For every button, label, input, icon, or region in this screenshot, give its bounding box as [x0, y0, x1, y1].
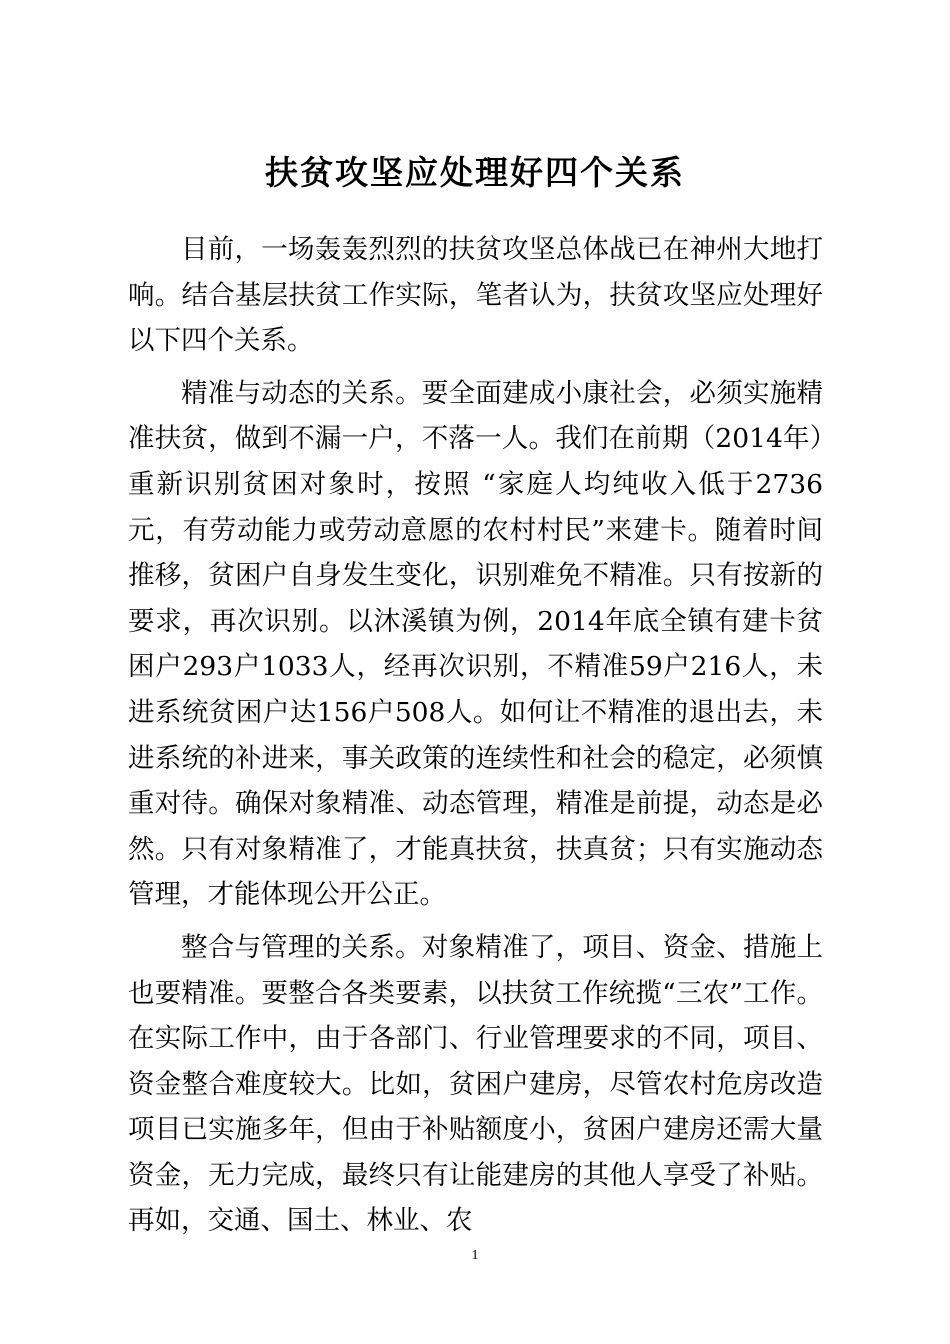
paragraph-intro: 目前，一场轰轰烈烈的扶贫攻坚总体战已在神州大地打响。结合基层扶贫工作实际，笔者认为，扶贫攻坚应处理好以下四个关系。: [128, 234, 823, 357]
document-body: [128, 227, 823, 1251]
paragraph-precision-dynamic: 精准与动态的关系。要全面建成小康社会，必须实施精准扶贫，做到不漏一户，不落一人。我们在前期（2014年）重新识别贫困对象时，按照 “家庭人均纯收入低于2736元，有劳动能力或劳动意愿的农村村民”来建卡。随着时间推移，贫困户自身发生变化，识别难免不精准。只有按新的要求，再次识别。以沐溪镇为例，2014年底全镇有建卡贫困户293户1033人，经再次识别，不精准59户216人，未进系统贫困户达156户508人。如何让不精准的退出去，未进系统的补进来，事关政策的连续性和社会的稳定，必须慎重对待。确保对象精准、动态管理，精准是前提，动态是必然。只有对象精准了，才能真扶贫，扶真贫；只有实施动态管理，才能体现公开公正。: [128, 377, 823, 911]
paragraph-integration-management: 整合与管理的关系。对象精准了，项目、资金、措施上也要精准。要整合各类要素，以扶贫工作统揽“三农”工作。在实际工作中，由于各部门、行业管理要求的不同，项目、资金整合难度较大。比如，贫困户建房，尽管农村危房改造项目已实施多年，但由于补贴额度小，贫困户建房还需大量资金，无力完成，最终只有让能建房的其他人享受了补贴。再如，交通、国土、林业、农: [128, 931, 823, 1237]
page-number: 1: [471, 1248, 479, 1263]
document-title: 扶贫攻坚应处理好四个关系: [265, 153, 685, 192]
